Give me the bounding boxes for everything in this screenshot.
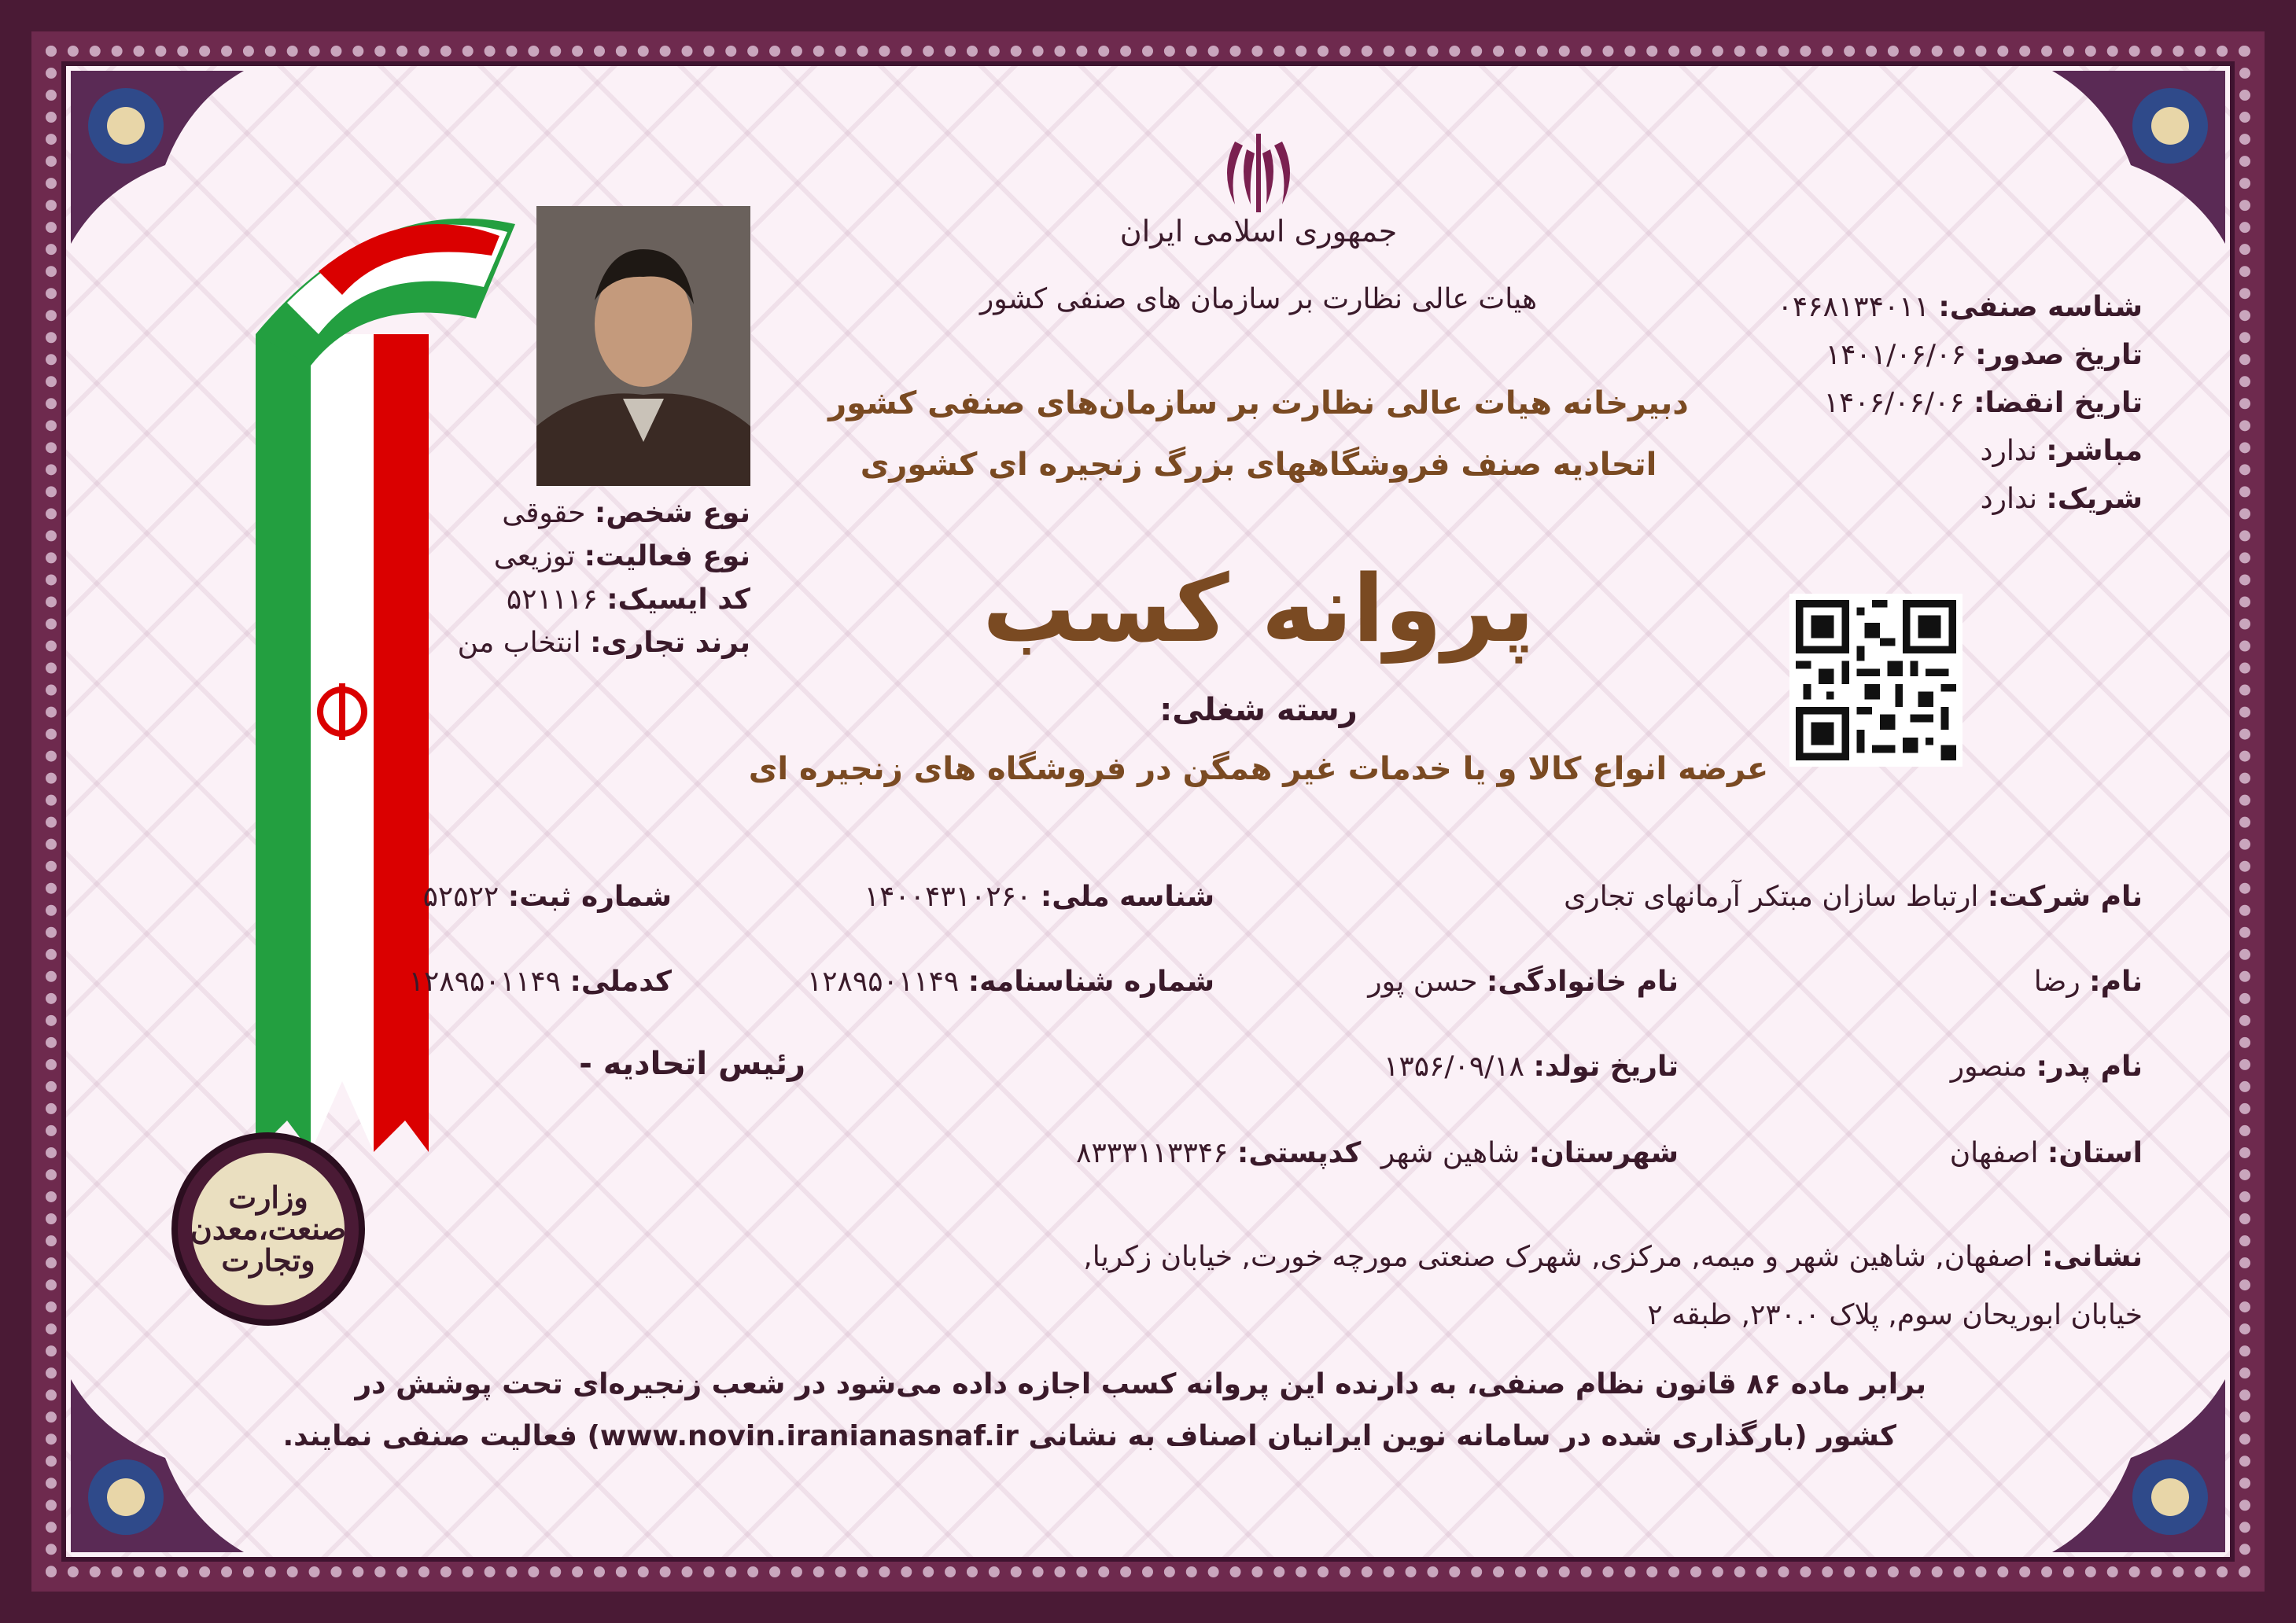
brand-row: برند تجاری: انتخاب من — [457, 627, 750, 659]
company-name-row: نام شرکت: ارتباط سازان مبتکر آرمانهای تجاری — [1564, 881, 2143, 913]
footer-line-2: کشور (بارگذاری شده در سامانه نوین ایرانیان اصناف به نشانی www.novin.iranianasnaf.ir) فعالیت صنفی نمایند. — [282, 1420, 1896, 1452]
emblem-icon — [1211, 126, 1306, 220]
republic-text: جمهوری اسلامی ایران — [1119, 214, 1398, 248]
person-type-row: نوع شخص: حقوقی — [502, 497, 750, 529]
board-text: هیات عالی نظارت بر سازمان های صنفی کشور — [979, 283, 1538, 315]
agent-row: مباشر: ندارد — [1980, 435, 2143, 467]
first-name-row: نام: رضا — [2033, 966, 2143, 998]
melli-code-row: کدملی: ۱۲۸۹۵۰۱۱۴۹ — [408, 966, 672, 998]
partner-row: شریک: ندارد — [1980, 483, 2143, 515]
national-id-row: شناسه ملی: ۱۴۰۰۴۳۱۰۲۶۰ — [864, 881, 1214, 913]
seal-line-3: وتجارت — [221, 1242, 315, 1278]
corner-ornament-bottom-right — [2052, 1379, 2225, 1552]
father-name-row: نام پدر: منصور — [1950, 1051, 2143, 1083]
corner-ornament-top-right — [2052, 71, 2225, 244]
qr-code — [1789, 594, 1962, 767]
activity-type-row: نوع فعالیت: توزیعی — [493, 540, 750, 572]
city-postal-row: شهرستان: شاهین شهر کدپستی: ۸۳۳۳۱۱۳۳۴۶ — [1076, 1137, 1679, 1169]
province-row: استان: اصفهان — [1949, 1137, 2143, 1169]
address-line-2: خیابان ابوریحان سوم, پلاک ۲۳۰.۰, طبقه ۲ — [1647, 1299, 2143, 1331]
flag-ribbon — [169, 208, 523, 1160]
seal-line-2: صنعت،معدن — [190, 1211, 347, 1247]
union-text: اتحادیه صنف فروشگاههای بزرگ زنجیره ای کشوری — [860, 447, 1657, 483]
corner-ornament-bottom-left — [71, 1379, 244, 1552]
address-line-1: نشانی: اصفهان, شاهین شهر و میمه, مرکزی, شهرک صنعتی مورچه خورت, خیابان زکریا, — [1083, 1241, 2143, 1273]
id-no-row: شماره شناسنامه: ۱۲۸۹۵۰۱۱۴۹ — [806, 966, 1214, 998]
issue-date-row: تاریخ صدور: ۱۴۰۱/۰۶/۰۶ — [1825, 339, 2143, 371]
page-title: پروانه کسب — [982, 554, 1535, 663]
holder-photo — [536, 206, 750, 486]
secretariat-text: دبیرخانه هیات عالی نظارت بر سازمان‌های صنفی کشور — [828, 385, 1689, 421]
last-name-row: نام خانوادگی: حسن پور — [1368, 966, 1679, 998]
top-right-info — [1778, 291, 2143, 515]
guild-id-row: شناسه صنفی: ۰۴۶۸۱۳۴۰۱۱ — [1777, 291, 2143, 323]
seal-line-1: وزارت — [228, 1180, 308, 1216]
reg-no-row: شماره ثبت: ۵۲۵۲۲ — [422, 881, 672, 913]
category-label: رسته شغلی: — [1159, 692, 1358, 728]
expiry-date-row: تاریخ انقضا: ۱۴۰۶/۰۶/۰۶ — [1823, 387, 2143, 419]
ministry-seal — [171, 1132, 365, 1326]
president-signature-label: رئیس اتحادیه - — [579, 1046, 805, 1082]
footer-line-1: برابر ماده ۸۶ قانون نظام صنفی، به دارنده این پروانه کسب اجازه داده می‌شود در شعب زنجیره‌ای تحت پوشش در — [355, 1368, 1926, 1400]
birth-date-row: تاریخ تولد: ۱۳۵۶/۰۹/۱۸ — [1384, 1051, 1679, 1083]
top-left-info — [448, 497, 750, 659]
isic-row: کد ایسیک: ۵۲۱۱۱۶ — [506, 583, 750, 616]
category-value: عرضه انواع کالا و یا خدمات غیر همگن در فروشگاه های زنجیره ای — [748, 751, 1769, 787]
